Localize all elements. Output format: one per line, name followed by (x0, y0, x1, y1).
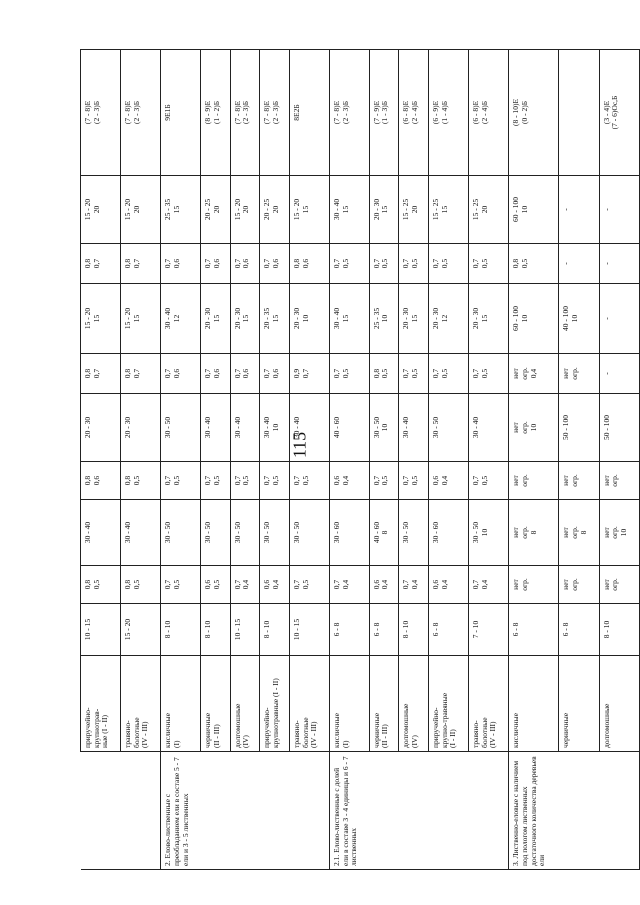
value-cell: 0,6 0,4 (330, 462, 370, 500)
value-cell: 15 - 20 15 (121, 284, 161, 354)
value-cell: - (599, 176, 639, 244)
value-cell: 0,7 0,5 (161, 462, 201, 500)
rotated-table-container (80, 50, 640, 870)
value-cell: 0,6 0,4 (428, 566, 468, 604)
value-cell: 6 - 8 (509, 604, 559, 656)
forest-type-cell: долгомошные (IV) (399, 656, 429, 752)
table-row (161, 50, 201, 870)
value-cell: (7 - 8)Е (2 - 3)Б (230, 50, 260, 176)
value-cell: 30 - 50 (161, 394, 201, 462)
group-cell: 2.1. Елово-лиственные с долей ели в составе 3 - 4 единицы и 6 - 7 лиственных (330, 752, 370, 870)
value-cell: 30 - 50 (260, 500, 290, 566)
value-cell: (8 - 9)Е (1 - 2)Б (200, 50, 230, 176)
value-cell: 0,7 0,6 (230, 244, 260, 284)
value-cell: нет огр. (559, 462, 599, 500)
value-cell: 15 - 20 15 (289, 176, 329, 244)
value-cell: 30 - 40 (200, 394, 230, 462)
group-cell (399, 752, 429, 870)
value-cell: 15 - 25 20 (399, 176, 429, 244)
value-cell: нет огр. 8 (509, 500, 559, 566)
value-cell: 20 - 30 12 (428, 284, 468, 354)
value-cell: 20 - 30 10 (289, 284, 329, 354)
value-cell: 0,7 0,6 (260, 244, 290, 284)
value-cell: 0,7 0,5 (399, 462, 429, 500)
group-cell (599, 752, 639, 870)
value-cell: 20 - 30 15 (469, 284, 509, 354)
value-cell: 0,7 0,5 (428, 244, 468, 284)
value-cell: 40 - 60 (330, 394, 370, 462)
value-cell: 0,8 0,5 (509, 244, 559, 284)
value-cell: 0,7 0,4 (399, 566, 429, 604)
value-cell: 15 - 20 20 (121, 176, 161, 244)
value-cell: 30 - 40 10 (260, 394, 290, 462)
table-row (599, 50, 639, 870)
value-cell: 10 - 15 (81, 604, 121, 656)
value-cell: 20 - 35 15 (260, 284, 290, 354)
forest-type-cell: травяно- болотные (IV - III) (121, 656, 161, 752)
forest-type-cell: кисличные (509, 656, 559, 752)
group-cell (200, 752, 230, 870)
forest-type-cell: травяно- болотные (IV - III) (469, 656, 509, 752)
value-cell: 20 - 30 15 (230, 284, 260, 354)
table-row (428, 50, 468, 870)
value-cell: 50 - 100 (599, 394, 639, 462)
group-cell: 2. Елово-лиственные с преобладанием ели в составе 5 - 7 ели и 3 - 5 лиственных (161, 752, 201, 870)
table-row (81, 50, 121, 870)
table-row (369, 50, 399, 870)
value-cell: 0,8 0,6 (81, 462, 121, 500)
value-cell: 30 - 40 15 (330, 176, 370, 244)
forest-type-cell: кисличные (I) (161, 656, 201, 752)
value-cell: 0,7 0,6 (200, 354, 230, 394)
value-cell: 8 - 10 (161, 604, 201, 656)
value-cell: 0,8 0,5 (121, 462, 161, 500)
group-cell (230, 752, 260, 870)
value-cell: 0,6 0,4 (369, 566, 399, 604)
forest-type-cell: приручейно- крупнотравные (I - II) (260, 656, 290, 752)
group-cell (289, 752, 329, 870)
value-cell: (7 - 8)Е (2 - 3)Б (121, 50, 161, 176)
value-cell: 0,7 0,5 (330, 244, 370, 284)
value-cell: 0,7 0,4 (330, 566, 370, 604)
value-cell: 30 - 50 (200, 500, 230, 566)
value-cell: 30 - 40 (121, 500, 161, 566)
value-cell: 0,7 0,5 (369, 462, 399, 500)
group-cell (369, 752, 399, 870)
value-cell: нет огр. (599, 462, 639, 500)
table-row (200, 50, 230, 870)
table-row (330, 50, 370, 870)
value-cell: нет огр. 8 (559, 500, 599, 566)
value-cell: нет огр. 10 (509, 394, 559, 462)
table-row (469, 50, 509, 870)
group-cell: 3. Лиственно-еловые с наличием под пологом лиственных достаточного количества деревьев ели (509, 752, 559, 870)
value-cell: 0,7 0,5 (330, 354, 370, 394)
value-cell: 0,8 0,6 (289, 244, 329, 284)
value-cell: (7 - 8)Е (2 - 3)Б (81, 50, 121, 176)
value-cell: 20 - 30 15 (369, 176, 399, 244)
value-cell: 15 - 25 15 (428, 176, 468, 244)
value-cell: 20 - 25 20 (260, 176, 290, 244)
value-cell: (6 - 8)Е (2 - 4)Б (469, 50, 509, 176)
forest-type-cell: черничные (II - III) (200, 656, 230, 752)
value-cell: 0,7 0,5 (289, 462, 329, 500)
value-cell: нет огр. (509, 462, 559, 500)
value-cell: 0,8 0,5 (369, 354, 399, 394)
value-cell: 6 - 8 (559, 604, 599, 656)
value-cell: 0,7 0,5 (161, 566, 201, 604)
forest-type-cell: приручейно- крупно-травяные (I - II) (428, 656, 468, 752)
value-cell: 0,7 0,5 (369, 244, 399, 284)
value-cell: 10 - 15 (230, 604, 260, 656)
value-cell: 30 - 50 (230, 500, 260, 566)
group-cell (121, 752, 161, 870)
value-cell: 8 - 10 (599, 604, 639, 656)
table-row (230, 50, 260, 870)
value-cell: 0,9 0,7 (289, 354, 329, 394)
value-cell: 6 - 8 (330, 604, 370, 656)
table-row (399, 50, 429, 870)
value-cell: 30 - 50 (289, 500, 329, 566)
value-cell: 0,7 0,5 (399, 244, 429, 284)
value-cell: 30 - 50 10 (469, 500, 509, 566)
value-cell: 0,8 0,5 (81, 566, 121, 604)
group-cell (260, 752, 290, 870)
value-cell: 15 - 25 20 (469, 176, 509, 244)
value-cell: 30 - 40 (469, 394, 509, 462)
value-cell: 0,8 0,7 (121, 354, 161, 394)
value-cell: 20 - 30 15 (200, 284, 230, 354)
value-cell: 30 - 40 (230, 394, 260, 462)
group-cell (469, 752, 509, 870)
value-cell: 0,8 0,7 (81, 354, 121, 394)
value-cell: 50 - 100 (559, 394, 599, 462)
value-cell: 30 - 40 12 (161, 284, 201, 354)
value-cell: 30 - 50 (428, 394, 468, 462)
value-cell: 0,7 0,5 (289, 566, 329, 604)
value-cell: 20 - 30 15 (399, 284, 429, 354)
value-cell: нет огр. (559, 354, 599, 394)
value-cell: 0,7 0,6 (161, 244, 201, 284)
value-cell: 6 - 8 (428, 604, 468, 656)
value-cell: 30 - 50 10 (369, 394, 399, 462)
value-cell: 0,7 0,6 (230, 354, 260, 394)
value-cell: 0,7 0,5 (399, 354, 429, 394)
value-cell: 15 - 20 20 (230, 176, 260, 244)
value-cell: нет огр. (509, 566, 559, 604)
table-row (121, 50, 161, 870)
value-cell: 0,6 0,5 (200, 566, 230, 604)
value-cell: 10 - 15 (289, 604, 329, 656)
value-cell: 40 - 100 10 (559, 284, 599, 354)
table-row (260, 50, 290, 870)
value-cell: 0,7 0,5 (230, 462, 260, 500)
value-cell: 8 - 10 (260, 604, 290, 656)
value-cell: 9Е1Б (161, 50, 201, 176)
value-cell: 8Е2Б (289, 50, 329, 176)
value-cell: 30 - 40 15 (330, 284, 370, 354)
table-row (289, 50, 329, 870)
value-cell: 0,8 0,7 (121, 244, 161, 284)
table-row (559, 50, 599, 870)
value-cell: 30 - 40 (289, 394, 329, 462)
value-cell: 0,7 0,5 (200, 462, 230, 500)
value-cell: 20 - 30 (81, 394, 121, 462)
value-cell: 0,7 0,5 (260, 462, 290, 500)
value-cell: - (599, 354, 639, 394)
value-cell: 0,7 0,5 (469, 354, 509, 394)
value-cell: 15 - 20 15 (81, 284, 121, 354)
group-cell (81, 752, 121, 870)
page-number: 115 (289, 431, 310, 459)
value-cell: 30 - 40 (81, 500, 121, 566)
value-cell: (7 - 8)Е (2 - 3)Б (260, 50, 290, 176)
table-row (509, 50, 559, 870)
value-cell: (6 - 8)Е (2 - 4)Б (399, 50, 429, 176)
value-cell: 0,8 0,5 (121, 566, 161, 604)
value-cell: 0,7 0,4 (230, 566, 260, 604)
value-cell: 60 - 100 10 (509, 284, 559, 354)
value-cell: (6 - 9)Е (1 - 4)Б (428, 50, 468, 176)
value-cell: 6 - 8 (369, 604, 399, 656)
value-cell: 8 - 10 (399, 604, 429, 656)
forest-type-cell: травяно- болотные (IV - III) (289, 656, 329, 752)
value-cell: 0,7 0,5 (469, 244, 509, 284)
table-body (81, 50, 640, 870)
forestry-data-table (80, 49, 640, 870)
value-cell (559, 50, 599, 176)
value-cell: 30 - 40 (399, 394, 429, 462)
value-cell: 8 - 10 (200, 604, 230, 656)
value-cell: - (559, 176, 599, 244)
forest-type-cell: приручейно- крупнотрав- ные (I - II) (81, 656, 121, 752)
value-cell: 7 - 10 (469, 604, 509, 656)
forest-type-cell: кисличные (I) (330, 656, 370, 752)
value-cell: 0,8 0,7 (81, 244, 121, 284)
value-cell: 0,7 0,6 (200, 244, 230, 284)
forest-type-cell: долгомошные (599, 656, 639, 752)
group-cell (428, 752, 468, 870)
value-cell: 20 - 30 (121, 394, 161, 462)
value-cell: - (599, 284, 639, 354)
value-cell: нет огр. 10 (599, 500, 639, 566)
value-cell: (8 - 10)Е (0 - 2)Б (509, 50, 559, 176)
value-cell: (3 - 4)Е (7 - 6)Ос,Б (599, 50, 639, 176)
value-cell: 15 - 20 20 (81, 176, 121, 244)
value-cell: 20 - 25 20 (200, 176, 230, 244)
value-cell: нет огр. 0,4 (509, 354, 559, 394)
value-cell: 30 - 60 (428, 500, 468, 566)
value-cell: 25 - 35 10 (369, 284, 399, 354)
value-cell: нет огр. (559, 566, 599, 604)
value-cell: 15 - 20 (121, 604, 161, 656)
value-cell: 0,7 0,6 (161, 354, 201, 394)
value-cell: 0,7 0,5 (469, 462, 509, 500)
value-cell: 0,6 0,4 (428, 462, 468, 500)
value-cell: 0,7 0,6 (260, 354, 290, 394)
group-cell (559, 752, 599, 870)
value-cell: 25 - 35 15 (161, 176, 201, 244)
value-cell: - (559, 244, 599, 284)
value-cell: 0,7 0,4 (469, 566, 509, 604)
value-cell: 60 - 100 10 (509, 176, 559, 244)
value-cell: 0,6 0,4 (260, 566, 290, 604)
value-cell: 30 - 60 (330, 500, 370, 566)
forest-type-cell: долгомошные (IV) (230, 656, 260, 752)
value-cell: 30 - 50 (161, 500, 201, 566)
value-cell: - (599, 244, 639, 284)
value-cell: (7 - 8)Е (2 - 3)Б (330, 50, 370, 176)
forest-type-cell: черничные (II - III) (369, 656, 399, 752)
value-cell: нет огр. (599, 566, 639, 604)
forest-type-cell: черничные (559, 656, 599, 752)
value-cell: 40 - 60 8 (369, 500, 399, 566)
value-cell: (7 - 9)Е (1 - 3)Б (369, 50, 399, 176)
value-cell: 30 - 50 (399, 500, 429, 566)
value-cell: 0,7 0,5 (428, 354, 468, 394)
